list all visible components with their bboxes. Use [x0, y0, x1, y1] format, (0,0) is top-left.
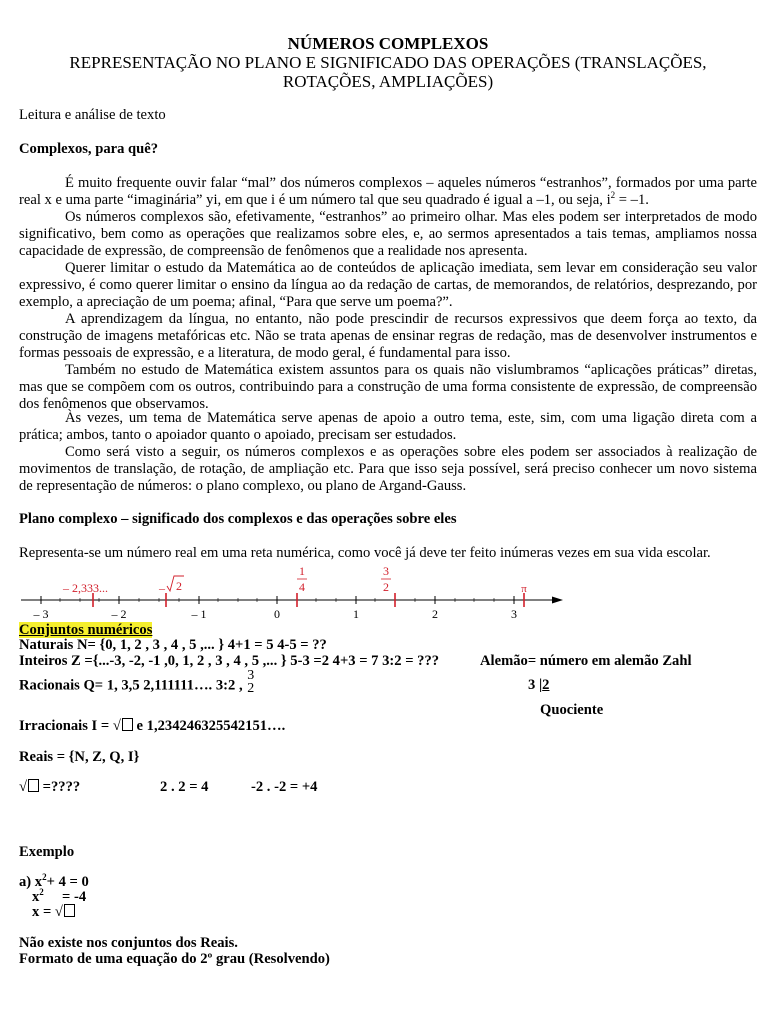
conjuntos-heading-text: Conjuntos numéricos	[19, 622, 153, 638]
division-dividend: 3 |	[528, 677, 543, 693]
sqrt-icon: √	[54, 904, 63, 920]
naturais-line: Naturais N= {0, 1, 2 , 3 , 4 , 5 ,... } 4+1 = 5 4-5 = ??	[19, 637, 327, 653]
paragraph-1-text: É muito frequente ouvir falar “mal” dos números complexos – aqueles números “estranhos”, formados por uma parte real x e uma parte “imaginária” yi, em que i é um número tal que seu quadrado é igual a –1, ou seja, i	[19, 175, 757, 208]
equation-2-exponent: 2	[39, 887, 44, 898]
paragraph-2: Os números complexos são, efetivamente, “estranhos” ao primeiro olhar. Mas eles podem ser interpretados de modo significativo, bem como as operações que realizamos sobre eles, e, ao sermos apresentados a tais temas, ampliamos nossa capacidade de expressão, de compreensão de fenômenos que a realidade nos apresenta.	[19, 209, 757, 259]
division-divisor: 2	[542, 677, 550, 693]
label-quarter-den: 4	[299, 580, 305, 594]
racionais-text: Racionais Q= 1, 3,5 2,111111…. 3:2 ,	[19, 677, 243, 694]
tick-label-neg2: – 2	[111, 607, 127, 621]
label-neg-sqrt2-sign: –	[159, 581, 165, 595]
equation-1-suffix: + 4 = 0	[46, 874, 89, 890]
paragraph-1-end: = –1.	[615, 192, 649, 208]
fraction-numerator: 3	[247, 668, 255, 683]
racionais-fraction	[246, 669, 255, 695]
radicand-box-icon	[122, 718, 133, 731]
section-heading-plano: Plano complexo – significado dos complexos e das operações sobre eles	[19, 511, 457, 527]
quociente-label: Quociente	[540, 702, 604, 718]
sqrt-question-line	[19, 779, 80, 796]
equation-3-prefix: x =	[32, 904, 55, 920]
number-line-figure	[19, 563, 579, 625]
paragraph-1	[19, 175, 757, 209]
tick-label-neg1: – 1	[191, 607, 207, 621]
sqrt-question-text: =????	[39, 779, 81, 795]
exemplo-heading: Exemplo	[19, 844, 75, 860]
page-subtitle-line1: REPRESENTAÇÃO NO PLANO E SIGNIFICADO DAS OPERAÇÕES (TRANSLAÇÕES,	[69, 53, 707, 72]
paragraph-5: Também no estudo de Matemática existem assuntos para os quais não vislumbramos “aplicações práticas” diretas, mas que se compõem com os outros, contribuindo para a construção de uma forma consistente de expressão, de compreensão dos fenômenos que observamos.	[19, 362, 757, 412]
racionais-line	[19, 668, 255, 696]
equation-2-prefix: x	[32, 889, 40, 905]
product-negative: -2 . -2 = +4	[251, 779, 318, 795]
paragraph-7: Como será visto a seguir, os números complexos e as operações sobre eles podem ser associados à realização de movimentos de translação, de rotação, de ampliação etc. Para que isso seja possível, será preciso conhecer um novo sistema de representação de números: o plano complexo, ou plano de Argand-Gauss.	[19, 444, 757, 494]
radicand-box-icon	[28, 779, 39, 792]
reading-label: Leitura e análise de texto	[19, 107, 166, 123]
equation-2-suffix: = -4	[43, 889, 87, 905]
alemao-note: Alemão= número em alemão Zahl	[480, 653, 692, 669]
inteiros-line: Inteiros Z ={...-3, -2, -1 ,0, 1, 2 , 3 , 4 , 5 ,... } 5-3 =2 4+3 = 7 3:2 = ???	[19, 653, 440, 669]
sqrt-icon: √	[112, 718, 121, 734]
paragraph-1-exponent: 2	[610, 190, 616, 201]
conclusion-line-2: Formato de uma equação do 2º grau (Resolvendo)	[19, 951, 330, 967]
page-title: NÚMEROS COMPLEXOS	[287, 34, 489, 53]
fraction-denominator: 2	[247, 681, 255, 696]
tick-label-1: 1	[353, 607, 359, 621]
tick-label-0: 0	[274, 607, 280, 621]
division-sketch	[528, 677, 549, 694]
number-line-arrow-icon	[552, 597, 563, 604]
tick-label-3: 3	[511, 607, 517, 621]
reais-line: Reais = {N, Z, Q, I}	[19, 749, 140, 765]
label-three-halves-den: 2	[383, 580, 389, 594]
paragraph-3: Querer limitar o estudo da Matemática ao de conteúdos de aplicação imediata, sem levar em consideração seu valor expressivo, é como querer limitar o ensino da língua ao da redação de cartas, de memorandos, de relatórios, desprezando, por exemplo, a apreciação de um poema; afinal, “Para que serve um poema?”.	[19, 260, 757, 310]
label-pi: π	[521, 583, 527, 595]
equation-line-3	[32, 904, 75, 921]
label-three-halves-num: 3	[383, 564, 389, 578]
tick-label-2: 2	[432, 607, 438, 621]
irracionais-suffix: e 1,234246325542151….	[132, 718, 286, 734]
page-subtitle-line2: ROTAÇÕES, AMPLIAÇÕES)	[282, 72, 494, 91]
section-heading-why: Complexos, para quê?	[19, 141, 159, 157]
label-neg-2333: – 2,333...	[63, 581, 108, 595]
equation-1-exponent: 2	[42, 872, 47, 883]
product-positive: 2 . 2 = 4	[160, 779, 209, 795]
radicand-box-icon	[64, 904, 75, 917]
paragraph-4: A aprendizagem da língua, no entanto, não pode prescindir de recursos expressivos que deem força ao texto, da construção de imagens metafóricas etc. Não se trata apenas de ensinar regras de redação, mas de desenvolver instrumentos e formas pessoais de expressão, e a literatura, de modo geral, é fundamental para isso.	[19, 311, 757, 361]
conclusion-line-1: Não existe nos conjuntos dos Reais.	[19, 935, 238, 951]
irracionais-prefix: Irracionais I =	[19, 718, 113, 734]
sqrt-icon: √	[19, 779, 28, 795]
equation-1-prefix: a) x	[19, 874, 43, 890]
label-quarter-num: 1	[299, 564, 305, 578]
plano-intro-text: Representa-se um número real em uma reta numérica, como você já deve ter feito inúmeras vezes em sua vida escolar.	[19, 545, 711, 561]
irracionais-line	[19, 718, 285, 735]
label-neg-sqrt2-radicand: 2	[176, 579, 182, 593]
paragraph-6: Às vezes, um tema de Matemática serve apenas de apoio a outro tema, este, sim, com uma ligação direta com a prática; ambos, tanto o apoiador quanto o apoiado, precisam ser estudados.	[19, 410, 757, 443]
tick-label-neg3: – 3	[33, 607, 49, 621]
